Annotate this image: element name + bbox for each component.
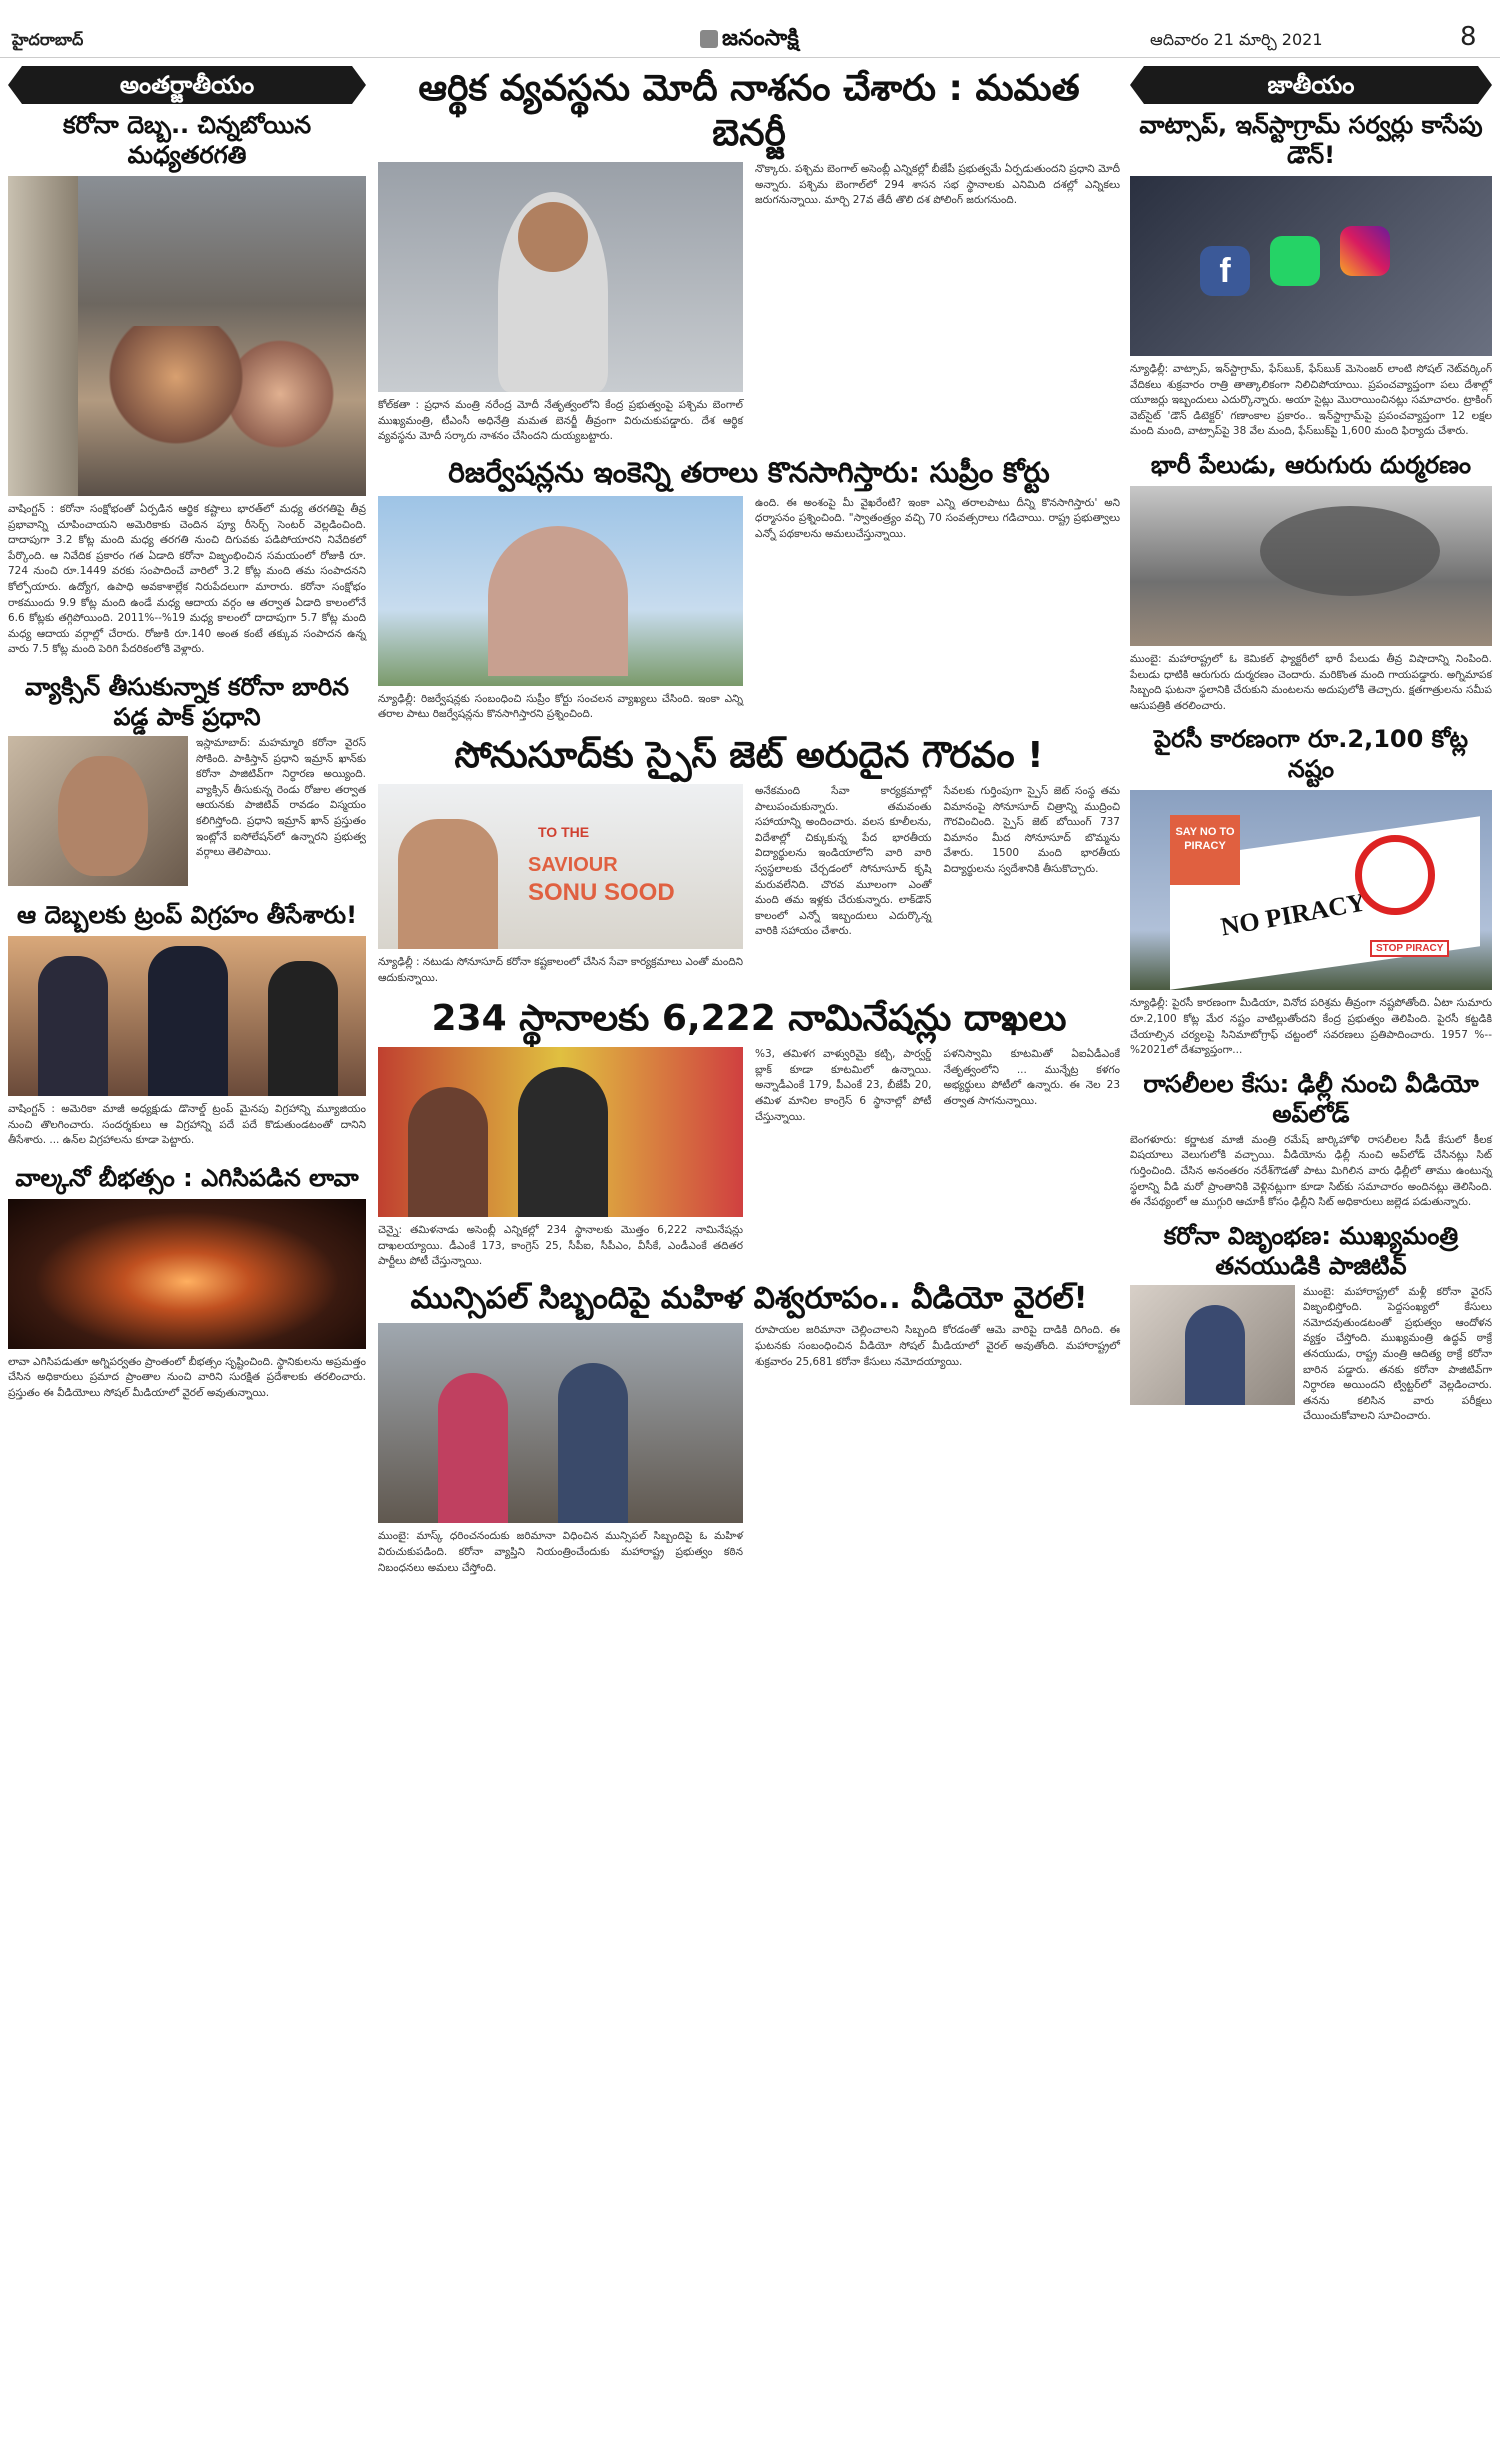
plane-caption-to-the: TO THE xyxy=(538,823,590,840)
politicians-photo xyxy=(378,1047,743,1217)
article-tn-nominations xyxy=(378,996,1120,1270)
article-body: ముంబై: మాస్క్ ధరించనందుకు జరిమానా విధించిన మున్సిపల్ సిబ్బందిపై ఓ మహిళ విరుచుకుపడింది. కరోనా వ్యాప్తిని నియంత్రించేందుకు మహారాష్ట్ర ప్రభుత్వం కఠిన నిబంధనలు అమలు చేస్తోంది. xyxy=(378,1530,743,1574)
headline: ఆ దెబ్బలకు ట్రంప్ విగ్రహం తీసేశారు! xyxy=(16,900,358,929)
section-banner-international: అంతర్జాతీయం xyxy=(22,66,352,104)
article-body: ముంబై: మహారాష్ట్రలో ఓ కెమికల్ ఫ్యాక్టరీలో భారీ పేలుడు తీవ్ర విషాదాన్ని నింపింది. పేలుడు ధాటికి ఆరుగురు దుర్మరణం చెందారు. మరికొంత మంది గాయపడ్డారు. అగ్నిమాపక సిబ్బంది ఘటనా స్థలానికి చేరుకుని మంటలను అదుపులోకి తెచ్చారు. క్షతగాత్రులను సమీప ఆసుపత్రికి తరలించారు. xyxy=(1130,652,1492,712)
article-piracy xyxy=(1130,724,1492,1058)
article-body: నొక్కారు. పశ్చిమ బెంగాల్ అసెంబ్లీ ఎన్నికల్లో బీజేపీ ప్రభుత్వమే ఏర్పడుతుందని ప్రధాని మోదీ అన్నారు. పశ్చిమ బెంగాల్‌లో 294 శాసన సభ స్థానాలకు ఎనిమిది దశల్లో ఎన్నికలు జరుగనున్నాయి. మార్చి 27వ తేదీ తొలి దశ పోలింగ్ జరుగనుంది. xyxy=(755,163,1120,207)
woman-altercation-photo xyxy=(378,1323,743,1523)
article-cm-son-positive xyxy=(1130,1221,1492,1425)
masthead xyxy=(0,0,1500,58)
section-banner-national: జాతీయం xyxy=(1144,66,1478,104)
no-piracy-billboard-photo xyxy=(1130,790,1492,990)
article-municipal-woman xyxy=(378,1280,1120,1576)
headline: 234 స్థానాలకు 6,222 నామినేషన్లు దాఖలు xyxy=(431,998,1067,1040)
headline: వ్యాక్సిన్ తీసుకున్నాక కరోనా బారిన పడ్డ పాక్ ప్రధాని xyxy=(25,672,349,731)
article-body: బెంగళూరు: కర్ణాటక మాజీ మంత్రి రమేష్ జార్కిహోళి రాసలీలల సీడీ కేసులో కీలక విషయాలు వెలుగులోకి వచ్చాయి. వీడియోను ఢిల్లీ నుంచి అప్‌లోడ్ చేసినట్లు సిట్ గుర్తించింది. చేసిన అనంతరం నరేశ్‌గౌడతో పాటు మిగిలిన వారు ఢిల్లీలో తాము ఉంటున్న స్థలాన్ని వీడి మరో ప్రాంతానికి వెళ్లినట్లుగా కూడా సిట్‌కు సమాచారం అందినట్లు తెలిసింది. ఈ నేపథ్యంలో ఆ ముగ్గురి ఆచూకీ కోసం ఢిల్లీని సిట్ అధికారులు జల్లెడ పడుతున్నారు. xyxy=(1130,1133,1492,1209)
article-whatsapp-down xyxy=(1130,110,1492,440)
article-body: లావా ఎగిసిపడుతూ అగ్నిపర్వతం ప్రాంతంలో బీభత్సం సృష్టించింది. స్థానికులను అప్రమత్తం చేసిన అధికారులు ప్రమాద ప్రాంతాల నుంచి వారిని సురక్షిత ప్రదేశాలకు తరలించారు. ప్రస్తుతం ఈ వీడియోలు సోషల్ మీడియాలో వైరల్ అవుతున్నాయి. xyxy=(8,1355,366,1399)
article-reservations xyxy=(378,455,1120,723)
mamata-photo xyxy=(378,162,743,392)
stop-piracy-sign: STOP PIRACY xyxy=(1370,940,1449,957)
right-column xyxy=(1130,66,1492,1433)
issue-date: ఆదివారం 21 మార్చి 2021 xyxy=(1150,30,1323,49)
facebook-icon: f xyxy=(1200,246,1250,296)
article-body: అనేకమంది సేవా కార్యక్రమాల్లో పాలుపంచుకున్నారు. తమవంతు సహాయాన్ని అందించారు. వలస కూలీలను, విదేశాల్లో చిక్కుకున్న పేద భారతీయ విద్యార్థులను ఇండియాలోని వారి వారి స్వస్థలాలకు చేర్చడంలో సోనూసూద్ కృషి మరువలేనిది. చొరవ మూలంగా ఎంతో మంది తమ ఇళ్లకు చేరుకున్నారు. లాక్‌డౌన్ కాలంలో ఎన్నో ఇబ్బందులు ఎదుర్కొన్న వారికి సహాయం చేశారు. xyxy=(755,784,932,938)
page-number: 8 xyxy=(1460,22,1477,52)
article-body: వాషింగ్టన్ : కరోనా సంక్షోభంతో ఏర్పడిన ఆర్థిక కష్టాలు భారత్‌లో మధ్య తరగతిపై తీవ్ర ప్రభావాన్ని చూపించాయని అమెరికాకు చెందిన ప్యూ రీసెర్చ్ సెంటర్ వెల్లడించింది. దాదాపుగా 3.2 కోట్ల మంది మధ్య తరగతి నుంచి దిగువకు పడిపోయారని నివేదికలో పేర్కొంది. ఆ నివేదిక ప్రకారం గత ఏడాది కరోనా విజృంభించిన సమయంలో రోజుకి రూ. 724 నుంచి రూ.1449 వరకు సంపాదించే వారిలో 3.2 కోట్ల మంది తమ సంపాదనని కోల్పోయారు. ఉద్యోగ, ఉపాధి అవకాశాల్లేక నిరుపేదలుగా మారారు. కరోనా సంక్షోభం రాకముందు 9.9 కోట్ల మంది ఉండే మధ్య ఆదాయ వర్గం ఆ తర్వాత ఏడాది కాలంలోనే 6.6 కోట్లకు తగ్గిపోయింది. 2011%--%19 మధ్య కాలంలో దాదాపుగా 5.7 కోట్ల మంది మధ్య ఆదాయ వర్గాల్లో చేరారు. రోజుకి రూ.140 అంత కంటే తక్కువ సంపాదన ఉన్న వారు 7.5 కోట్ల మంది పెరిగి పేదరికంలోకి వెళ్లారు. xyxy=(8,503,366,656)
article-body: న్యూఢిల్లీ: పైరసీ కారణంగా మీడియా, వినోద పరిశ్రమ తీవ్రంగా నష్టపోతోంది. ఏటా సుమారు రూ.2,100 కోట్ల మేర నష్టం వాటిల్లుతోందని కేంద్ర ప్రభుత్వం తెలిపింది. పైరసీ కట్టడికి చేయాల్సిన చర్యలపై సినిమాటోగ్రాఫ్ చట్టంలో సవరణలు ప్రతిపాదించారు. 1957 %--%2021లో దేశవ్యాప్తంగా... xyxy=(1130,997,1492,1057)
article-body: న్యూఢిల్లీ : నటుడు సోనూసూద్ కరోనా కష్టకాలంలో చేసిన సేవా కార్యక్రమాలు ఎంతో మందిని ఆదుకున్నాయి. xyxy=(378,955,743,984)
headline: వాట్సాప్, ఇన్‌స్టాగ్రామ్ సర్వర్లు కాసేపు డౌన్! xyxy=(1139,111,1483,169)
article-body: చెన్నై: తమిళనాడు అసెంబ్లీ ఎన్నికల్లో 234 స్థానాలకు మొత్తం 6,222 నామినేషన్లు దాఖలయ్యాయి. డీఎంకే 173, కాంగ్రెస్ 25, సీపీఐ, సీపీఎం, వీసీకే, ఎండీఎంకే తదితర పార్టీలు పోటీ చేస్తున్నాయి. xyxy=(378,1224,743,1268)
article-body: రూపాయల జరిమానా చెల్లించాలని సిబ్బంది కోరడంతో ఆమె వారిపై దాడికి దిగింది. ఈ ఘటనకు సంబంధించిన వీడియో సోషల్ మీడియాలో వైరల్ అవుతోంది. మహారాష్ట్రలో శుక్రవారం 25,681 కరోనా కేసులు నమోదయ్యాయి. xyxy=(755,1324,1120,1368)
article-body: సేవలకు గుర్తింపుగా స్పైస్ జెట్ సంస్థ తమ విమానంపై సోనూసూద్ చిత్రాన్ని ముద్రించి గౌరవించింది. స్పైస్ జెట్ బోయింగ్ 737 విమానం మీద సోనూసూద్ బొమ్మను వేశారు. 1500 మంది భారతీయ విద్యార్థులను స్వదేశానికి తీసుకొచ్చారు. xyxy=(943,784,1120,875)
article-body: %3, తమిళగ వాళ్వురిమై కట్చి, పార్వర్డ్ బ్లాక్ కూడా కూటమిలో ఉన్నాయి. అన్నాడీఎంకే 179, పీఎంకే 23, బీజేపీ 20, తమిళ మానిల కాంగ్రెస్ 6 స్థానాల్లో పోటీ చేస్తున్నాయి. xyxy=(755,1048,932,1123)
plane-caption-sonu-sood: SONU SOOD xyxy=(528,878,675,906)
article-blast xyxy=(1130,450,1492,714)
article-volcano xyxy=(8,1163,366,1402)
article-body: న్యూఢిల్లీ: రిజర్వేషన్లకు సంబంధించి సుప్రీం కోర్టు సంచలన వ్యాఖ్యలు చేసింది. ఇంకా ఎన్ని తరాల పాటు రిజర్వేషన్లను కొనసాగిస్తారని ప్రశ్నించింది. xyxy=(378,692,743,721)
article-corona-middle-class xyxy=(8,110,366,658)
imran-khan-photo xyxy=(8,736,188,886)
article-body: కోల్‌కతా : ప్రధాన మంత్రి నరేంద్ర మోదీ నేతృత్వంలోని కేంద్ర ప్రభుత్వంపై పశ్చిమ బెంగాల్ ముఖ్యమంత్రి, టీఎంసీ అధినేత్రి మమత బెనర్జీ తీవ్రంగా విరుచుకుపడ్డారు. దేశ ఆర్థిక వ్యవస్థను మోదీ సర్కారు నాశనం చేసిందని దుయ్యబట్టారు. xyxy=(378,399,743,443)
say-no-piracy-sign: SAY NO TO PIRACY xyxy=(1170,815,1240,885)
newspaper-logo: జనంసాక్షి xyxy=(700,26,799,56)
aaditya-thackeray-photo xyxy=(1130,1285,1295,1405)
plane-caption-saviour: SAVIOUR xyxy=(528,853,618,876)
whatsapp-icon xyxy=(1270,236,1320,286)
article-body: ఉంది. ఈ అంశంపై మీ వైఖరేంటి? ఇంకా ఎన్ని తరాలపాటు దీన్ని కొనసాగిస్తారు' అని ధర్మాసనం ప్రశ్నించింది. "స్వాతంత్ర్యం వచ్చి 70 సంవత్సరాలు గడిచాయి. రాష్ట్ర ప్రభుత్వాలు ఎన్నో పథకాలను అమలుచేస్తున్నాయి. xyxy=(755,496,1120,540)
spicejet-plane-photo xyxy=(378,784,743,949)
no-piracy-text: NO PIRACY xyxy=(1218,887,1368,942)
headline: ఆర్థిక వ్యవస్థను మోదీ నాశనం చేశారు : మమత బెనర్జీ xyxy=(418,68,1080,154)
factory-smoke-photo xyxy=(1130,486,1492,646)
article-trump-statue xyxy=(8,900,366,1149)
article-cd-case xyxy=(1130,1069,1492,1211)
headline: కరోనా విజృంభణ: ముఖ్యమంత్రి తనయుడికి పాజిటివ్ xyxy=(1163,1221,1459,1280)
lava-photo xyxy=(8,1199,366,1349)
article-body: పళనిస్వామి కూటమితో ఏఐఏడీఎంకే నేతృత్వంలోని ... మున్నేట్ర కళగం అభ్యర్థులు పోటీలో ఉన్నారు. ఈ నెల 23 తర్వాత సాగనున్నాయి. xyxy=(943,1048,1120,1107)
social-apps-photo xyxy=(1130,176,1492,356)
headline: వాల్కనో బీభత్సం : ఎగిసిపడిన లావా xyxy=(15,1163,359,1192)
headline: కరోనా దెబ్బ.. చిన్నబోయిన మధ్యతరగతి xyxy=(62,111,312,169)
city-label: హైదరాబాద్ xyxy=(12,30,84,49)
headline: రాసలీలల కేసు: ఢిల్లీ నుంచి వీడియో అప్‌లోడ్ xyxy=(1143,1069,1479,1128)
instagram-icon xyxy=(1340,226,1390,276)
headline: భారీ పేలుడు, ఆరుగురు దుర్మరణం xyxy=(1150,450,1472,479)
logo-icon xyxy=(700,30,718,48)
headline: రిజర్వేషన్లను ఇంకెన్ని తరాలు కొనసాగిస్తారు: సుప్రీం కోర్టు xyxy=(448,455,1050,489)
crowd-train-photo xyxy=(8,176,366,496)
headline: పైరసీ కారణంగా రూ.2,100 కోట్ల నష్టం xyxy=(1154,725,1468,784)
article-mamata xyxy=(378,66,1120,445)
supreme-court-photo xyxy=(378,496,743,686)
headline: సోనుసూద్‌కు స్పైస్ జెట్ అరుదైన గౌరవం ! xyxy=(454,734,1044,776)
wax-statues-photo xyxy=(8,936,366,1096)
headline: మున్సిపల్ సిబ్బందిపై మహిళ విశ్వరూపం.. వీడియో వైరల్! xyxy=(410,1280,1088,1316)
article-sonu-sood xyxy=(378,733,1120,986)
article-pak-pm-corona xyxy=(8,672,366,886)
middle-column xyxy=(378,66,1120,1584)
article-body: న్యూఢిల్లీ: వాట్సాప్, ఇన్‌స్టాగ్రామ్, ఫేస్‌బుక్, ఫేస్‌బుక్ మెసెంజర్ లాంటి సోషల్ నెట్‌వర్కింగ్ వేదికలు శుక్రవారం రాత్రి తాత్కాలికంగా నిలిచిపోయాయి. ప్రపంచవ్యాప్తంగా పలు దేశాల్లో యూజర్లు ఇబ్బందులు ఎదుర్కొన్నారు. అయా సైట్లు మొరాయించినట్లు సమాచారం. ట్రాకింగ్ వెబ్‌సైట్ 'డౌన్ డిటెక్టర్' గణాంకాల ప్రకారం.. ఇన్‌స్టాగ్రామ్‌పై ప్రపంచవ్యాప్తంగా 12 లక్షల మంది మంది, వాట్సాప్‌పై 38 వేల మంది, ఫేస్‌బుక్‌పై 1,600 మంది ఫిర్యాదు చేశారు. xyxy=(1130,363,1492,438)
article-body: ఇస్లామాబాద్: మహమ్మారి కరోనా వైరస్ సోకింది. పాకిస్తాన్ ప్రధాని ఇమ్రాన్ ఖాన్‌కు కరోనా పాజిటివ్‌గా నిర్ధారణ అయ్యింది. వ్యాక్సిన్ తీసుకున్న రెండు రోజుల తర్వాత ఆయనకు పాజిటివ్ రావడం విస్మయం కలిగిస్తోంది. ప్రధాని ఇమ్రాన్ ఖాన్ ప్రస్తుతం ఇంట్లోనే ఐసోలేషన్‌లో ఉన్నారని ప్రభుత్వ వర్గాలు తెలిపాయి. xyxy=(196,736,366,859)
article-body: వాషింగ్టన్ : అమెరికా మాజీ అధ్యక్షుడు డొనాల్డ్ ట్రంప్ మైనపు విగ్రహాన్ని మ్యూజియం నుంచి తొలగించారు. సందర్శకులు ఆ విగ్రహాన్ని పదే పదే కొడుతుండటంతో దానిని తీసేశారు. ... ఉన్‌ల విగ్రహాలను కూడా పెట్టారు. xyxy=(8,1102,366,1147)
left-column xyxy=(8,66,366,1410)
article-body: ముంబై: మహారాష్ట్రలో మళ్లీ కరోనా వైరస్ విజృంభిస్తోంది. పెద్దసంఖ్యలో కేసులు నమోదవుతుండటంతో ప్రభుత్వం ఆందోళన వ్యక్తం చేస్తోంది. ముఖ్యమంత్రి ఉద్ధవ్ ఠాక్రే తనయుడు, రాష్ట్ర మంత్రి ఆదిత్య ఠాక్రే కరోనా బారిన పడ్డారు. తనకు కరోనా పాజిటివ్‌గా నిర్ధారణ అయిందని ట్విట్టర్‌లో వెల్లడించారు. తనను కలిసిన వారు పరీక్షలు చేయించుకోవాలని సూచించారు. xyxy=(1303,1285,1492,1423)
no-skull-icon xyxy=(1355,835,1435,915)
